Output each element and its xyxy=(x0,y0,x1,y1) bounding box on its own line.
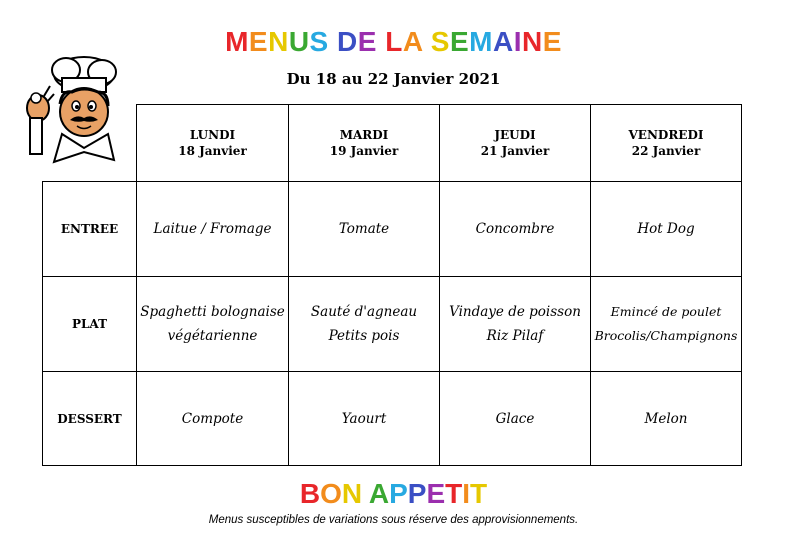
days-header-row xyxy=(43,105,742,182)
dish-name: Spaghetti bolognaise xyxy=(140,304,285,320)
dish-name: Hot Dog xyxy=(637,221,695,237)
dish-cell xyxy=(137,372,289,466)
dish-name: Glace xyxy=(495,410,535,427)
title-letter: M xyxy=(225,26,249,57)
title-letter: O xyxy=(320,478,342,509)
title-letter: N xyxy=(268,26,289,57)
day-header-cell xyxy=(289,105,440,182)
day-header-cell xyxy=(440,105,591,182)
title-letter: U xyxy=(288,26,310,57)
title-letter: E xyxy=(449,26,470,57)
dish-cell xyxy=(440,277,591,372)
table-row xyxy=(43,182,742,277)
title-letter: A xyxy=(368,478,390,509)
dish-cell xyxy=(289,182,440,277)
dish-name: Vindaye de poisson xyxy=(449,304,581,320)
dish-name: Laitue / Fromage xyxy=(153,221,272,237)
title-letter: P xyxy=(407,478,427,509)
day-date: 21 Janvier xyxy=(480,144,550,158)
dish-name: Emincé de poulet xyxy=(610,304,722,319)
title-letter: S xyxy=(430,26,450,57)
dish-name: Sauté d'agneau xyxy=(310,304,418,320)
day-header-cell xyxy=(591,105,742,182)
dish-cell xyxy=(440,182,591,277)
title-letter: T xyxy=(445,478,463,509)
title-letter: S xyxy=(309,26,329,57)
date-range: Du 18 au 22 Janvier 2021 xyxy=(286,70,501,88)
dish-cell xyxy=(591,372,742,466)
dish-name: Yaourt xyxy=(341,410,387,427)
title-letter: E xyxy=(248,26,269,57)
title-letter: L xyxy=(385,26,403,57)
disclaimer-note: Menus susceptibles de variations sous réserve des approvisionnements. xyxy=(208,514,579,526)
title-letter: A xyxy=(493,26,514,57)
dish-name: Petits pois xyxy=(328,328,400,344)
dish-cell xyxy=(289,372,440,466)
title-letter: E xyxy=(357,26,377,57)
title-letter xyxy=(423,26,431,57)
title-letter: I xyxy=(513,26,523,57)
row-label-plat: PLAT xyxy=(43,277,137,372)
title-letter: A xyxy=(402,26,423,57)
title-letter: D xyxy=(337,26,358,57)
dish-cell xyxy=(591,277,742,372)
title-letter: N xyxy=(522,26,543,57)
dish-cell xyxy=(137,277,289,372)
empty-corner-cell xyxy=(43,105,137,182)
day-date: 18 Janvier xyxy=(178,144,247,158)
table-row xyxy=(43,372,742,466)
dish-name: Brocolis/Champignons xyxy=(594,328,738,343)
dish-cell xyxy=(137,182,289,277)
dish-name: Riz Pilaf xyxy=(486,328,544,344)
title-letter: M xyxy=(469,26,493,57)
dish-name: Melon xyxy=(644,410,688,427)
title-letter: P xyxy=(389,478,408,509)
title-letter xyxy=(329,26,337,57)
dish-name: végétarienne xyxy=(167,328,258,344)
dish-cell xyxy=(591,182,742,277)
bon-appetit-banner xyxy=(0,478,787,510)
day-date: 19 Janvier xyxy=(329,144,399,158)
title-letter xyxy=(377,26,385,57)
day-header-cell xyxy=(137,105,289,182)
title-letter: E xyxy=(426,478,446,509)
day-name: JEUDI xyxy=(494,128,536,142)
dish-name: Concombre xyxy=(475,221,555,237)
day-name: LUNDI xyxy=(189,128,236,142)
title-letter: E xyxy=(542,26,562,57)
dish-name: Compote xyxy=(181,410,244,427)
row-label-entree: ENTREE xyxy=(43,182,137,277)
dish-name: Tomate xyxy=(338,221,390,237)
day-name: MARDI xyxy=(339,128,389,142)
dish-cell xyxy=(440,372,591,466)
menu-table xyxy=(42,104,742,466)
title-letter: N xyxy=(341,478,363,509)
title-letter: T xyxy=(470,478,488,509)
title-letter: B xyxy=(299,478,321,509)
dish-cell xyxy=(289,277,440,372)
title-letter xyxy=(362,478,369,509)
day-date: 22 Janvier xyxy=(631,144,701,158)
table-row xyxy=(43,277,742,372)
title-letter: I xyxy=(462,478,471,509)
day-name: VENDREDI xyxy=(628,128,704,142)
row-label-dessert: DESSERT xyxy=(43,372,137,466)
